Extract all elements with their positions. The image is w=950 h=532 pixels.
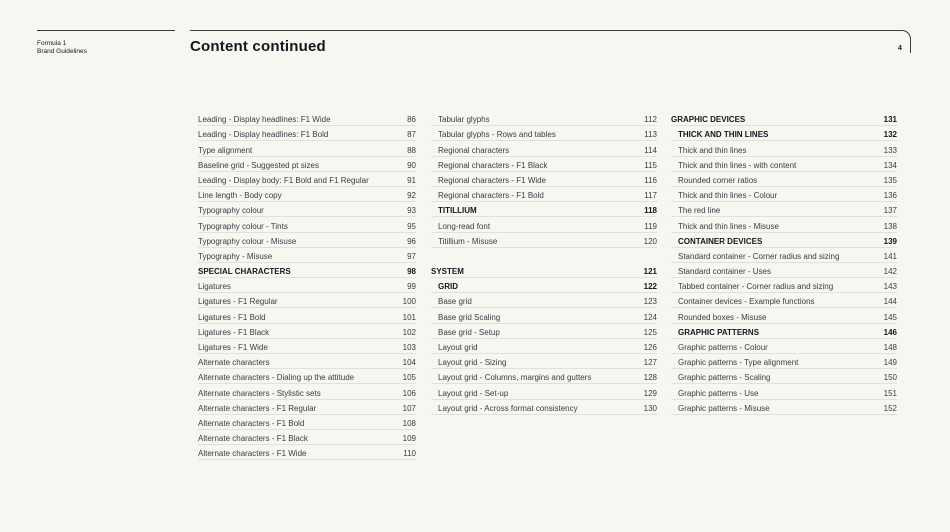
toc-entry-row[interactable] xyxy=(431,354,657,369)
toc-entry-row[interactable] xyxy=(671,369,897,384)
toc-entry-page: 106 xyxy=(402,388,416,398)
toc-entry-label: Graphic patterns - Colour xyxy=(678,343,768,352)
toc-entry-row[interactable] xyxy=(431,384,657,399)
toc-entry-row[interactable] xyxy=(671,400,897,415)
toc-entry-label: GRID xyxy=(438,282,458,292)
toc-entry-page: 128 xyxy=(643,373,657,383)
toc-entry-page: 91 xyxy=(407,175,416,185)
toc-entry-page: 136 xyxy=(883,191,897,201)
toc-entry-page: 142 xyxy=(883,267,897,277)
toc-entry-label: Graphic patterns - Scaling xyxy=(678,373,771,383)
toc-entry-row[interactable] xyxy=(431,369,657,384)
toc-entry-page: 112 xyxy=(644,115,657,125)
toc-entry-row[interactable] xyxy=(431,324,657,339)
toc-entry-page: 149 xyxy=(883,358,897,368)
toc-column-2 xyxy=(431,111,657,415)
toc-entry-label: Thick and thin lines xyxy=(678,145,747,155)
toc-entry-page: 120 xyxy=(643,236,657,246)
toc-entry-row[interactable] xyxy=(431,157,657,172)
toc-entry-page: 134 xyxy=(883,160,897,170)
toc-entry-label: SPECIAL CHARACTERS xyxy=(198,267,291,277)
toc-entry-label: Ligatures - F1 Black xyxy=(198,327,270,337)
toc-entry-label: Thick and thin lines - Misuse xyxy=(678,221,779,231)
toc-entry-label: Standard container - Uses xyxy=(678,267,771,277)
toc-entry-page: 108 xyxy=(402,418,416,428)
toc-entry-row[interactable] xyxy=(198,354,416,369)
toc-entry-label: Alternate characters - F1 Wide xyxy=(198,449,307,459)
toc-entry-page: 86 xyxy=(407,115,416,125)
brand-block xyxy=(37,40,87,56)
toc-entry-page: 100 xyxy=(402,297,416,307)
toc-entry-row[interactable] xyxy=(671,172,897,187)
toc-entry-label: SYSTEM xyxy=(431,267,464,277)
toc-entry-row[interactable] xyxy=(198,369,416,384)
toc-spacer xyxy=(431,248,657,263)
toc-entry-label: Alternate characters - F1 Black xyxy=(198,434,308,444)
toc-entry-label: Type alignment xyxy=(198,145,253,155)
toc-entry-page: 92 xyxy=(407,191,416,201)
toc-entry-label: Layout grid - Sizing xyxy=(438,358,507,368)
toc-entry-label: Base grid Scaling xyxy=(438,312,501,322)
toc-section-row[interactable] xyxy=(431,278,657,293)
toc-entry-page: 152 xyxy=(883,403,897,413)
toc-entry-page: 98 xyxy=(407,267,416,277)
toc-column-1 xyxy=(198,111,416,460)
toc-section-row[interactable] xyxy=(671,126,897,141)
toc-entry-label: Alternate characters - Stylistic sets xyxy=(198,388,321,398)
toc-entry-label: Regional characters xyxy=(438,145,510,155)
toc-entry-label: Rounded boxes - Misuse xyxy=(678,312,767,322)
toc-entry-label: Line length - Body copy xyxy=(198,191,282,201)
brand-rule xyxy=(37,30,175,31)
toc-entry-label: TITILLIUM xyxy=(438,206,477,216)
toc-entry-label: Tabular glyphs - Rows and tables xyxy=(438,130,556,140)
toc-entry-row[interactable] xyxy=(198,278,416,293)
toc-entry-row[interactable] xyxy=(431,339,657,354)
toc-entry-page: 110 xyxy=(403,449,416,459)
toc-entry-label: Alternate characters xyxy=(198,358,270,368)
toc-entry-page: 126 xyxy=(643,343,657,352)
toc-entry-row[interactable] xyxy=(198,172,416,187)
toc-entry-label: Base grid xyxy=(438,297,472,307)
toc-entry-page: 103 xyxy=(402,343,416,352)
toc-entry-row[interactable] xyxy=(198,445,416,460)
toc-entry-row[interactable] xyxy=(198,324,416,339)
toc-entry-label: Typography colour - Tints xyxy=(198,221,288,231)
toc-entry-page: 87 xyxy=(407,130,416,140)
toc-entry-label: Standard container - Corner radius and sizing xyxy=(678,251,840,261)
toc-entry-row[interactable] xyxy=(198,339,416,354)
toc-chapter-row[interactable] xyxy=(431,263,657,278)
toc-entry-page: 118 xyxy=(644,206,657,216)
toc-entry-page: 101 xyxy=(402,312,416,322)
toc-entry-page: 130 xyxy=(643,403,657,413)
toc-entry-page: 90 xyxy=(407,160,416,170)
toc-entry-row[interactable] xyxy=(198,157,416,172)
toc-entry-label: Layout grid - Columns, margins and gutters xyxy=(438,373,592,383)
toc-entry-label: Ligatures - F1 Wide xyxy=(198,343,268,352)
brand-line-2: Brand Guidelines xyxy=(37,48,87,55)
toc-entry-label: Alternate characters - F1 Bold xyxy=(198,418,305,428)
toc-entry-row[interactable] xyxy=(198,293,416,308)
toc-entry-page: 115 xyxy=(644,160,657,170)
toc-entry-label: Regional characters - F1 Wide xyxy=(438,175,547,185)
toc-entry-label: Leading - Display headlines: F1 Bold xyxy=(198,130,329,140)
toc-entry-page: 138 xyxy=(883,221,897,231)
toc-entry-label: GRAPHIC DEVICES xyxy=(671,115,746,125)
page-title: Content continued xyxy=(190,38,326,55)
toc-entry-page: 132 xyxy=(883,130,897,140)
toc-entry-row[interactable] xyxy=(671,308,897,323)
toc-entry-page: 119 xyxy=(644,221,657,231)
toc-entry-page: 146 xyxy=(883,327,897,337)
toc-entry-label: Regional characters - F1 Bold xyxy=(438,191,544,201)
toc-entry-row[interactable] xyxy=(198,141,416,156)
toc-entry-page: 145 xyxy=(883,312,897,322)
toc-entry-row[interactable] xyxy=(198,415,416,430)
toc-entry-label: Layout grid - Set-up xyxy=(438,388,509,398)
toc-entry-row[interactable] xyxy=(198,384,416,399)
toc-entry-row[interactable] xyxy=(198,126,416,141)
toc-entry-label: Layout grid - Across format consistency xyxy=(438,403,578,413)
toc-entry-row[interactable] xyxy=(198,400,416,415)
toc-section-row[interactable] xyxy=(431,202,657,217)
toc-entry-row[interactable] xyxy=(431,187,657,202)
toc-entry-label: Graphic patterns - Misuse xyxy=(678,403,770,413)
toc-entry-row[interactable] xyxy=(431,308,657,323)
toc-entry-row[interactable] xyxy=(198,430,416,445)
toc-entry-page: 105 xyxy=(402,373,416,383)
toc-entry-page: 102 xyxy=(402,327,416,337)
toc-entry-label: Typography - Misuse xyxy=(198,251,273,261)
toc-chapter-row[interactable] xyxy=(671,111,897,126)
toc-entry-label: Ligatures xyxy=(198,282,231,292)
toc-entry-page: 150 xyxy=(883,373,897,383)
toc-entry-row[interactable] xyxy=(431,233,657,248)
toc-entry-page: 127 xyxy=(643,358,657,368)
toc-entry-page: 151 xyxy=(883,388,897,398)
toc-entry-label: Container devices - Example functions xyxy=(678,297,815,307)
toc-entry-label: Layout grid xyxy=(438,343,478,352)
toc-entry-page: 97 xyxy=(407,251,416,261)
toc-entry-page: 148 xyxy=(883,343,897,352)
toc-entry-row[interactable] xyxy=(198,111,416,126)
toc-entry-row[interactable] xyxy=(431,141,657,156)
toc-section-row[interactable] xyxy=(198,263,416,278)
toc-entry-page: 143 xyxy=(883,282,897,292)
toc-entry-label: Long-read font xyxy=(438,221,491,231)
toc-entry-label: The red line xyxy=(678,206,721,216)
toc-entry-label: Tabbed container - Corner radius and sizing xyxy=(678,282,834,292)
toc-entry-page: 144 xyxy=(883,297,897,307)
toc-entry-row[interactable] xyxy=(671,187,897,202)
toc-entry-row[interactable] xyxy=(198,202,416,217)
toc-entry-page: 88 xyxy=(407,145,416,155)
toc-entry-row[interactable] xyxy=(431,217,657,232)
toc-entry-label: Alternate characters - F1 Regular xyxy=(198,403,317,413)
toc-entry-page: 123 xyxy=(643,297,657,307)
toc-entry-page: 107 xyxy=(402,403,416,413)
toc-entry-label: Typography colour xyxy=(198,206,264,216)
toc-entry-page: 96 xyxy=(407,236,416,246)
toc-entry-row[interactable] xyxy=(671,202,897,217)
toc-entry-page: 95 xyxy=(407,221,416,231)
toc-entry-page: 139 xyxy=(883,236,897,246)
toc-section-row[interactable] xyxy=(671,233,897,248)
toc-entry-page: 99 xyxy=(407,282,416,292)
toc-entry-page: 124 xyxy=(643,312,657,322)
toc-entry-label: Rounded corner ratios xyxy=(678,175,758,185)
toc-entry-row[interactable] xyxy=(671,248,897,263)
toc-entry-label: Thick and thin lines - Colour xyxy=(678,191,778,201)
toc-entry-page: 129 xyxy=(643,388,657,398)
toc-entry-row[interactable] xyxy=(431,172,657,187)
toc-entry-row[interactable] xyxy=(431,111,657,126)
toc-entry-page: 117 xyxy=(644,191,657,201)
page-number: 4 xyxy=(898,45,902,52)
toc-entry-page: 114 xyxy=(644,145,657,155)
toc-entry-row[interactable] xyxy=(671,384,897,399)
toc-entry-label: GRAPHIC PATTERNS xyxy=(678,327,760,337)
toc-entry-page: 135 xyxy=(883,175,897,185)
toc-entry-label: Ligatures - F1 Regular xyxy=(198,297,278,307)
toc-entry-label: THICK AND THIN LINES xyxy=(678,130,769,140)
toc-entry-label: Leading - Display headlines: F1 Wide xyxy=(198,115,331,125)
toc-entry-page: 109 xyxy=(402,434,416,444)
toc-entry-page: 104 xyxy=(402,358,416,368)
toc-entry-label: Graphic patterns - Use xyxy=(678,388,759,398)
toc-entry-row[interactable] xyxy=(198,233,416,248)
toc-entry-page: 93 xyxy=(407,206,416,216)
toc-entry-page: 137 xyxy=(883,206,897,216)
toc-entry-label: Typography colour - Misuse xyxy=(198,236,297,246)
toc-column-3 xyxy=(671,111,897,415)
toc-entry-row[interactable] xyxy=(671,141,897,156)
toc-entry-row[interactable] xyxy=(671,157,897,172)
toc-entry-row[interactable] xyxy=(198,217,416,232)
toc-entry-page: 125 xyxy=(643,327,657,337)
toc-entry-page: 133 xyxy=(883,145,897,155)
toc-entry-row[interactable] xyxy=(671,217,897,232)
toc-entry-row[interactable] xyxy=(671,293,897,308)
toc-section-row[interactable] xyxy=(671,324,897,339)
toc-entry-label: Regional characters - F1 Black xyxy=(438,160,548,170)
toc-entry-row[interactable] xyxy=(431,293,657,308)
toc-entry-page: 113 xyxy=(644,130,657,140)
toc-entry-label: Graphic patterns - Type alignment xyxy=(678,358,799,368)
toc-entry-row[interactable] xyxy=(671,339,897,354)
toc-entry-label: CONTAINER DEVICES xyxy=(678,236,763,246)
toc-entry-page: 141 xyxy=(883,251,897,261)
toc-entry-label: Leading - Display body: F1 Bold and F1 Regular xyxy=(198,175,369,185)
toc-entry-row[interactable] xyxy=(671,278,897,293)
toc-entry-label: Base grid - Setup xyxy=(438,327,500,337)
toc-entry-row[interactable] xyxy=(431,126,657,141)
toc-entry-row[interactable] xyxy=(671,354,897,369)
brand-line-1: Formula 1 xyxy=(37,40,67,47)
toc-entry-label: Alternate characters - Dialing up the attitude xyxy=(198,373,355,383)
toc-entry-page: 131 xyxy=(883,115,897,125)
toc-entry-page: 116 xyxy=(644,175,657,185)
toc-entry-row[interactable] xyxy=(198,308,416,323)
toc-entry-row[interactable] xyxy=(198,248,416,263)
toc-entry-row[interactable] xyxy=(671,263,897,278)
toc-entry-label: Baseline grid - Suggested pt sizes xyxy=(198,160,319,170)
toc-entry-page: 122 xyxy=(643,282,657,292)
toc-entry-label: Thick and thin lines - with content xyxy=(678,160,797,170)
toc-entry-page: 121 xyxy=(643,267,657,277)
toc-entry-row[interactable] xyxy=(198,187,416,202)
toc-entry-label: Tabular glyphs xyxy=(438,115,490,125)
toc-entry-label: Titillium - Misuse xyxy=(438,236,498,246)
toc-entry-label: Ligatures - F1 Bold xyxy=(198,312,266,322)
toc-entry-row[interactable] xyxy=(431,400,657,415)
